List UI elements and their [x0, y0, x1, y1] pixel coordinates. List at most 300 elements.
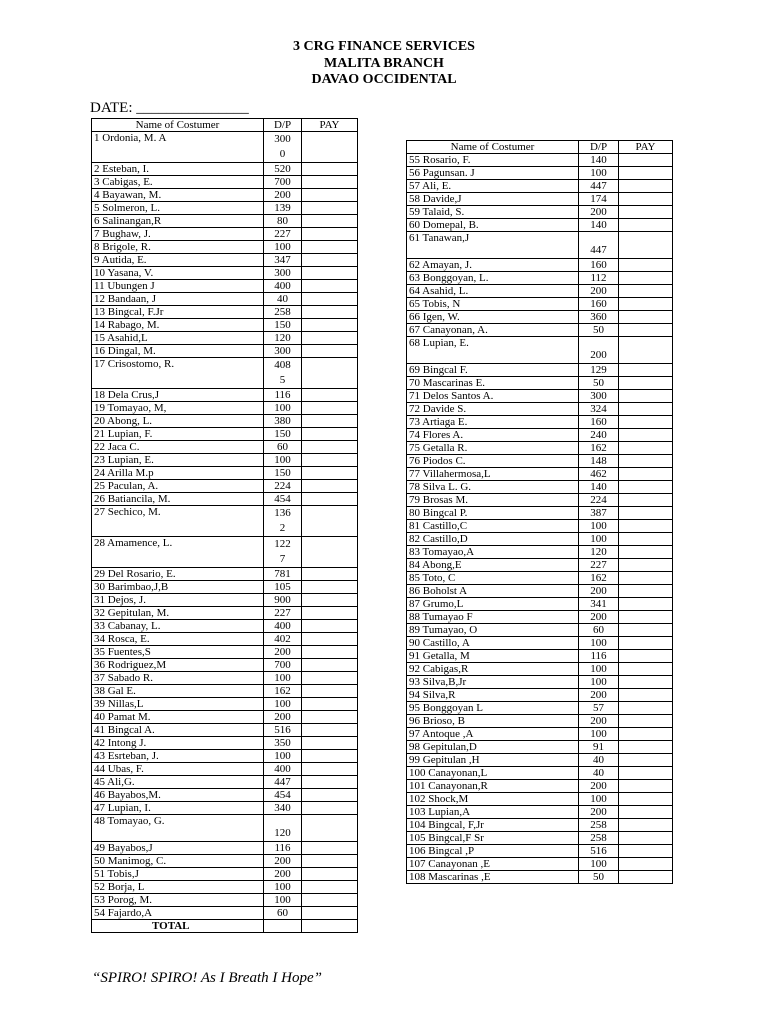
pay-cell[interactable] [302, 750, 358, 763]
down-payment-cell: 129 [579, 364, 619, 377]
customer-name-cell: 89 Tumayao, O [407, 624, 579, 637]
down-payment-cell: 162 [579, 442, 619, 455]
table-row [407, 715, 673, 728]
customer-name-cell: 90 Castillo, A [407, 637, 579, 650]
pay-cell[interactable] [619, 468, 673, 481]
table-row [407, 533, 673, 546]
pay-cell[interactable] [619, 180, 673, 193]
pay-cell[interactable] [619, 206, 673, 219]
down-payment-cell: 60 [579, 624, 619, 637]
table-row [407, 390, 673, 403]
down-payment-cell: 900 [264, 594, 302, 607]
pay-cell[interactable] [619, 364, 673, 377]
pay-cell[interactable] [619, 442, 673, 455]
pay-cell[interactable] [302, 415, 358, 428]
pay-cell[interactable] [302, 685, 358, 698]
pay-cell[interactable] [619, 219, 673, 232]
table-row [407, 611, 673, 624]
customer-name-cell: 87 Grumo,L [407, 598, 579, 611]
down-payment-cell: 447 [264, 776, 302, 789]
customer-name-cell: 21 Lupian, F. [92, 428, 264, 441]
pay-cell[interactable] [302, 389, 358, 402]
pay-cell[interactable] [619, 494, 673, 507]
pay-cell[interactable] [302, 763, 358, 776]
table-row [92, 345, 358, 358]
table-row [407, 219, 673, 232]
pay-cell[interactable] [302, 815, 358, 842]
pay-cell[interactable] [302, 842, 358, 855]
customer-name-cell: 62 Amayan, J. [407, 259, 579, 272]
down-payment-cell: 100 [264, 454, 302, 467]
customer-name-cell: 67 Canayonan, A. [407, 324, 579, 337]
table-row [407, 741, 673, 754]
pay-cell[interactable] [302, 607, 358, 620]
down-payment-cell: 258 [579, 819, 619, 832]
customer-name-cell: 60 Domepal, B. [407, 219, 579, 232]
down-payment-cell: 50 [579, 871, 619, 884]
customer-name-cell: 40 Pamat M. [92, 711, 264, 724]
pay-cell[interactable] [619, 533, 673, 546]
pay-column-header: PAY [619, 141, 673, 154]
customer-name-cell: 82 Castillo,D [407, 533, 579, 546]
customer-name-cell: 66 Igen, W. [407, 311, 579, 324]
pay-cell[interactable] [302, 441, 358, 454]
pay-cell[interactable] [302, 293, 358, 306]
pay-cell[interactable] [619, 689, 673, 702]
customer-name-cell: 79 Brosas M. [407, 494, 579, 507]
table-row [92, 776, 358, 789]
customer-name-cell: 27 Sechico, M. [92, 506, 264, 537]
down-payment-cell: 340 [264, 802, 302, 815]
pay-cell[interactable] [619, 637, 673, 650]
down-payment-cell: 300 [264, 267, 302, 280]
down-payment-cell: 100 [264, 750, 302, 763]
down-payment-cell: 200 [579, 715, 619, 728]
table-row [407, 285, 673, 298]
down-payment-cell: 350 [264, 737, 302, 750]
pay-cell[interactable] [619, 598, 673, 611]
down-payment-cell: 100 [579, 520, 619, 533]
table-row [92, 763, 358, 776]
table-row [92, 280, 358, 293]
pay-cell[interactable] [619, 337, 673, 364]
pay-cell[interactable] [619, 858, 673, 871]
pay-cell[interactable] [619, 728, 673, 741]
down-payment-cell: 224 [264, 480, 302, 493]
table-row [407, 754, 673, 767]
table-row [92, 241, 358, 254]
down-payment-cell: 224 [579, 494, 619, 507]
table-row [92, 454, 358, 467]
customer-name-cell: 42 Intong J. [92, 737, 264, 750]
pay-cell[interactable] [302, 698, 358, 711]
branch-name: MALITA BRANCH [324, 56, 444, 71]
customer-name-cell: 70 Mascarinas E. [407, 377, 579, 390]
customer-name-cell: 30 Barimbao,J,B [92, 581, 264, 594]
pay-cell[interactable] [302, 907, 358, 920]
pay-cell[interactable] [619, 455, 673, 468]
customer-name-cell: 78 Silva L. G. [407, 481, 579, 494]
customer-name-cell: 51 Tobis,J [92, 868, 264, 881]
table-row [407, 598, 673, 611]
pay-cell[interactable] [619, 650, 673, 663]
down-payment-cell: 122 7 [264, 537, 302, 568]
customer-name-cell: 59 Talaid, S. [407, 206, 579, 219]
pay-cell[interactable] [302, 737, 358, 750]
pay-cell[interactable] [302, 493, 358, 506]
pay-cell[interactable] [302, 802, 358, 815]
down-payment-cell: 516 [579, 845, 619, 858]
down-payment-cell: 200 [264, 646, 302, 659]
pay-cell[interactable] [619, 167, 673, 180]
down-payment-cell: 400 [264, 280, 302, 293]
pay-cell[interactable] [302, 132, 358, 163]
pay-cell[interactable] [302, 163, 358, 176]
customer-name-cell: 9 Autida, E. [92, 254, 264, 267]
down-payment-cell: 60 [264, 441, 302, 454]
pay-cell[interactable] [302, 506, 358, 537]
pay-cell[interactable] [619, 611, 673, 624]
pay-cell[interactable] [302, 855, 358, 868]
table-row [92, 202, 358, 215]
motto: “SPIRO! SPIRO! As I Breath I Hope” [92, 970, 322, 986]
table-row [92, 789, 358, 802]
table-row [92, 711, 358, 724]
pay-cell[interactable] [619, 324, 673, 337]
pay-cell[interactable] [619, 311, 673, 324]
customer-name-cell: 5 Solmeron, L. [92, 202, 264, 215]
down-payment-cell: 100 [264, 241, 302, 254]
pay-cell[interactable] [619, 871, 673, 884]
customer-name-cell: 107 Canayonan ,E [407, 858, 579, 871]
pay-cell[interactable] [302, 620, 358, 633]
table-row [407, 494, 673, 507]
table-row [407, 806, 673, 819]
table-row [407, 858, 673, 871]
pay-cell[interactable] [619, 793, 673, 806]
pay-cell[interactable] [302, 776, 358, 789]
table-row [92, 659, 358, 672]
pay-cell[interactable] [619, 663, 673, 676]
pay-cell[interactable] [619, 546, 673, 559]
customer-name-cell: 17 Crisostomo, R. [92, 358, 264, 389]
pay-cell[interactable] [302, 454, 358, 467]
pay-cell[interactable] [619, 298, 673, 311]
down-payment-cell: 516 [264, 724, 302, 737]
pay-cell[interactable] [619, 193, 673, 206]
down-payment-cell: 700 [264, 176, 302, 189]
table-row [92, 319, 358, 332]
down-payment-cell: 100 [264, 402, 302, 415]
pay-cell[interactable] [302, 894, 358, 907]
table-header-row [92, 119, 358, 132]
down-payment-cell: 200 [264, 868, 302, 881]
customer-name-cell: 99 Gepitulan ,H [407, 754, 579, 767]
total-row [92, 920, 358, 933]
pay-cell[interactable] [302, 345, 358, 358]
table-row [92, 855, 358, 868]
down-payment-cell: 100 [264, 881, 302, 894]
customer-name-cell: 86 Boholst A [407, 585, 579, 598]
table-header-row [407, 141, 673, 154]
customer-name-cell: 85 Toto, C [407, 572, 579, 585]
pay-cell[interactable] [302, 332, 358, 345]
table-row [92, 441, 358, 454]
date-label: DATE: _______________ [90, 100, 249, 116]
pay-cell[interactable] [302, 646, 358, 659]
down-payment-cell: 200 [579, 337, 619, 364]
customer-name-cell: 76 Piodos C. [407, 455, 579, 468]
down-payment-cell: 139 [264, 202, 302, 215]
down-payment-cell: 200 [579, 689, 619, 702]
table-row [92, 215, 358, 228]
pay-cell[interactable] [302, 280, 358, 293]
down-payment-cell: 100 [579, 793, 619, 806]
table-row [92, 894, 358, 907]
pay-cell[interactable] [619, 559, 673, 572]
down-payment-cell: 408 5 [264, 358, 302, 389]
pay-cell[interactable] [619, 845, 673, 858]
table-row [407, 311, 673, 324]
pay-cell[interactable] [619, 377, 673, 390]
down-payment-cell: 160 [579, 298, 619, 311]
customer-name-cell: 95 Bonggoyan L [407, 702, 579, 715]
pay-cell[interactable] [619, 702, 673, 715]
pay-cell[interactable] [619, 416, 673, 429]
table-row [92, 176, 358, 189]
pay-cell[interactable] [619, 624, 673, 637]
company-name: 3 CRG FINANCE SERVICES [293, 39, 475, 54]
table-row [92, 332, 358, 345]
customer-name-cell: 57 Ali, E. [407, 180, 579, 193]
down-payment-cell: 200 [579, 780, 619, 793]
down-payment-cell: 258 [579, 832, 619, 845]
pay-cell[interactable] [302, 633, 358, 646]
table-row [92, 267, 358, 280]
pay-cell[interactable] [619, 390, 673, 403]
pay-cell[interactable] [302, 267, 358, 280]
table-row [407, 337, 673, 364]
table-row [92, 868, 358, 881]
down-payment-cell: 40 [579, 754, 619, 767]
pay-cell[interactable] [302, 241, 358, 254]
pay-cell[interactable] [619, 767, 673, 780]
customer-name-cell: 58 Davide,J [407, 193, 579, 206]
pay-cell[interactable] [619, 741, 673, 754]
customer-name-cell: 55 Rosario, F. [407, 154, 579, 167]
table-row [92, 607, 358, 620]
customer-name-cell: 91 Getalla, M [407, 650, 579, 663]
table-row [407, 624, 673, 637]
table-row [407, 637, 673, 650]
down-payment-cell: 360 [579, 311, 619, 324]
pay-cell[interactable] [302, 202, 358, 215]
down-payment-cell: 160 [579, 259, 619, 272]
pay-cell[interactable] [302, 428, 358, 441]
table-row [92, 228, 358, 241]
down-payment-cell: 700 [264, 659, 302, 672]
pay-cell[interactable] [302, 402, 358, 415]
table-row [407, 546, 673, 559]
pay-cell[interactable] [302, 215, 358, 228]
down-payment-cell: 40 [579, 767, 619, 780]
pay-cell[interactable] [619, 806, 673, 819]
customer-name-cell: 97 Antoque ,A [407, 728, 579, 741]
table-row [92, 358, 358, 389]
table-row [407, 259, 673, 272]
table-row [407, 442, 673, 455]
pay-cell[interactable] [302, 537, 358, 568]
dp-column-header: D/P [579, 141, 619, 154]
down-payment-cell: 112 [579, 272, 619, 285]
table-row [407, 676, 673, 689]
pay-cell[interactable] [619, 403, 673, 416]
pay-cell[interactable] [619, 481, 673, 494]
pay-cell[interactable] [302, 724, 358, 737]
customer-name-cell: 104 Bingcal, F,Jr [407, 819, 579, 832]
customer-name-cell: 7 Bughaw, J. [92, 228, 264, 241]
table-row [407, 429, 673, 442]
customer-name-cell: 47 Lupian, I. [92, 802, 264, 815]
customer-table-right [406, 140, 673, 884]
pay-cell[interactable] [619, 259, 673, 272]
pay-cell[interactable] [302, 868, 358, 881]
customer-name-cell: 33 Cabanay, L. [92, 620, 264, 633]
down-payment-cell: 300 [264, 345, 302, 358]
down-payment-cell: 300 [579, 390, 619, 403]
pay-cell[interactable] [302, 467, 358, 480]
customer-name-cell: 88 Tumayao F [407, 611, 579, 624]
pay-cell[interactable] [619, 520, 673, 533]
table-row [407, 780, 673, 793]
down-payment-cell: 454 [264, 789, 302, 802]
pay-cell[interactable] [302, 711, 358, 724]
table-row [92, 724, 358, 737]
table-row [407, 206, 673, 219]
pay-cell[interactable] [302, 581, 358, 594]
table-row [92, 428, 358, 441]
pay-cell[interactable] [619, 572, 673, 585]
down-payment-cell: 91 [579, 741, 619, 754]
down-payment-cell: 100 [579, 676, 619, 689]
pay-cell[interactable] [302, 319, 358, 332]
customer-name-cell: 34 Rosca, E. [92, 633, 264, 646]
table-row [407, 871, 673, 884]
pay-cell[interactable] [619, 832, 673, 845]
customer-name-cell: 83 Tomayao,A [407, 546, 579, 559]
pay-cell[interactable] [619, 154, 673, 167]
total-pay-cell [302, 920, 358, 933]
table-row [92, 537, 358, 568]
pay-cell[interactable] [302, 254, 358, 267]
pay-cell[interactable] [302, 659, 358, 672]
customer-name-cell: 75 Getalla R. [407, 442, 579, 455]
pay-cell[interactable] [619, 507, 673, 520]
pay-cell[interactable] [619, 715, 673, 728]
table-row [407, 481, 673, 494]
customer-name-cell: 8 Brigole, R. [92, 241, 264, 254]
customer-name-cell: 50 Manimog, C. [92, 855, 264, 868]
pay-cell[interactable] [302, 189, 358, 202]
customer-name-cell: 38 Gal E. [92, 685, 264, 698]
table-row [92, 685, 358, 698]
table-row [92, 132, 358, 163]
customer-name-cell: 13 Bingcal, F.Jr [92, 306, 264, 319]
customer-name-cell: 19 Tomayao, M, [92, 402, 264, 415]
customer-name-cell: 39 Nillas,L [92, 698, 264, 711]
table-row [407, 702, 673, 715]
table-row [92, 646, 358, 659]
pay-cell[interactable] [302, 480, 358, 493]
pay-cell[interactable] [619, 232, 673, 259]
pay-cell[interactable] [619, 285, 673, 298]
table-row [407, 689, 673, 702]
table-row [92, 842, 358, 855]
customer-name-cell: 74 Flores A. [407, 429, 579, 442]
customer-name-cell: 53 Porog, M. [92, 894, 264, 907]
down-payment-cell: 240 [579, 429, 619, 442]
pay-cell[interactable] [302, 672, 358, 685]
pay-cell[interactable] [619, 272, 673, 285]
customer-name-cell: 77 Villahermosa,L [407, 468, 579, 481]
customer-name-cell: 80 Bingcal P. [407, 507, 579, 520]
customer-name-cell: 106 Bingcal ,P [407, 845, 579, 858]
pay-cell[interactable] [302, 176, 358, 189]
customer-name-cell: 68 Lupian, E. [407, 337, 579, 364]
pay-cell[interactable] [619, 585, 673, 598]
customer-name-cell: 2 Esteban, I. [92, 163, 264, 176]
table-row [92, 415, 358, 428]
customer-name-cell: 16 Dingal, M. [92, 345, 264, 358]
table-row [407, 507, 673, 520]
down-payment-cell: 400 [264, 763, 302, 776]
pay-cell[interactable] [619, 429, 673, 442]
down-payment-cell: 120 [264, 815, 302, 842]
table-row [407, 324, 673, 337]
customer-name-cell: 37 Sabado R. [92, 672, 264, 685]
down-payment-cell: 148 [579, 455, 619, 468]
customer-name-cell: 52 Borja, L [92, 881, 264, 894]
pay-cell[interactable] [302, 789, 358, 802]
pay-cell[interactable] [302, 594, 358, 607]
pay-cell[interactable] [302, 568, 358, 581]
down-payment-cell: 200 [579, 285, 619, 298]
pay-cell[interactable] [619, 819, 673, 832]
customer-name-cell: 103 Lupian,A [407, 806, 579, 819]
pay-cell[interactable] [619, 754, 673, 767]
table-row [407, 167, 673, 180]
customer-name-cell: 23 Lupian, E. [92, 454, 264, 467]
customer-name-cell: 28 Amamence, L. [92, 537, 264, 568]
table-row [407, 154, 673, 167]
table-row [92, 907, 358, 920]
table-row [92, 568, 358, 581]
pay-cell[interactable] [302, 228, 358, 241]
pay-cell[interactable] [302, 306, 358, 319]
pay-cell[interactable] [619, 676, 673, 689]
down-payment-cell: 520 [264, 163, 302, 176]
table-row [407, 455, 673, 468]
pay-cell[interactable] [619, 780, 673, 793]
pay-cell[interactable] [302, 881, 358, 894]
down-payment-cell: 140 [579, 154, 619, 167]
customer-name-cell: 93 Silva,B,Jr [407, 676, 579, 689]
pay-cell[interactable] [302, 358, 358, 389]
table-row [92, 737, 358, 750]
customer-name-cell: 94 Silva,R [407, 689, 579, 702]
customer-name-cell: 3 Cabigas, E. [92, 176, 264, 189]
down-payment-cell: 150 [264, 428, 302, 441]
